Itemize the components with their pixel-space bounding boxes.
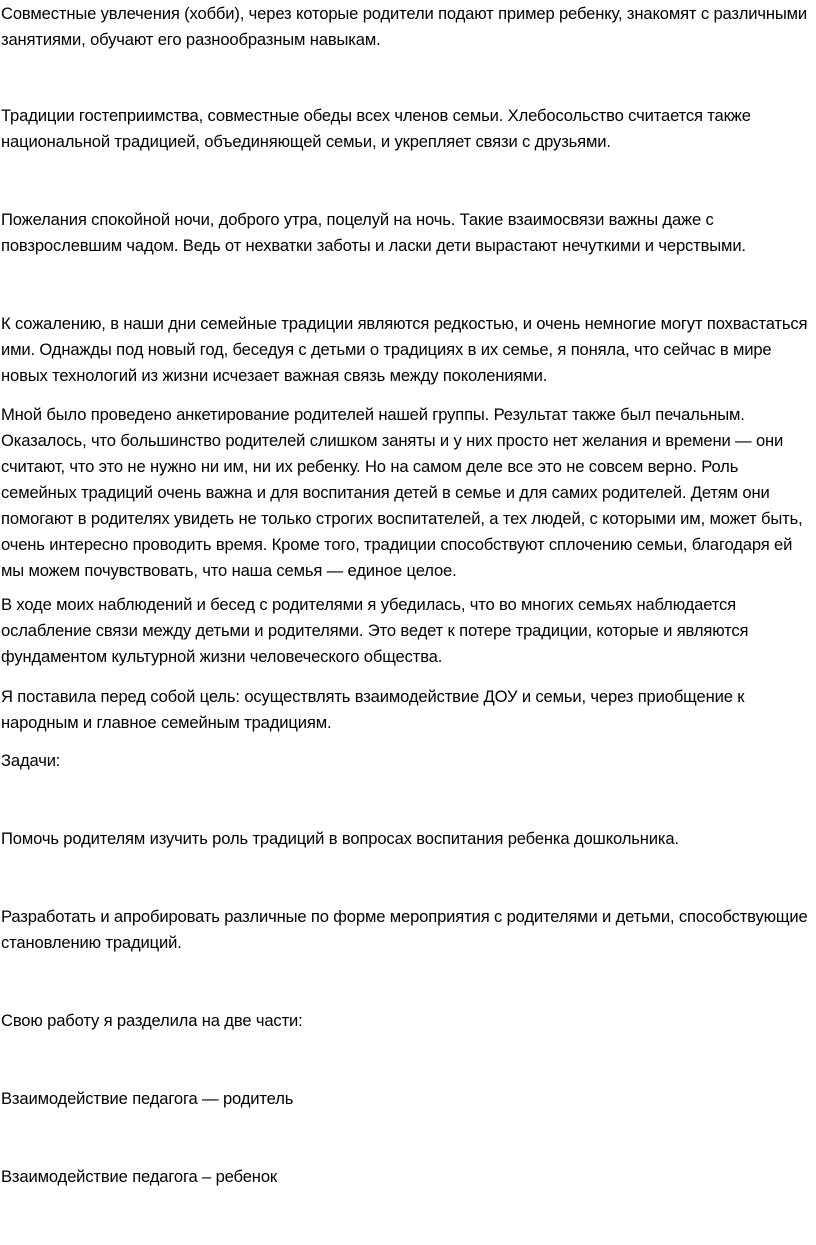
- paragraph-task-2: Разработать и апробировать различные по форме мероприятия с родителями и детьми, способствующие становлению традиций.: [1, 907, 808, 952]
- paragraph-good-night: Пожелания спокойной ночи, доброго утра, поцелуй на ночь. Такие взаимосвязи важны даже с повзрослевшим чадом. Ведь от нехватки заботы и ласки дети вырастают нечуткими и черствыми.: [1, 210, 746, 255]
- paragraph-observations: В ходе моих наблюдений и бесед с родителями я убедилась, что во многих семьях наблюдается ослабление связи между детьми и родителями. Это ведет к потере традиции, которые и являются фундаментом культурной жизни человеческого общества.: [1, 595, 749, 666]
- paragraph-goal: Я поставила перед собой цель: осуществлять взаимодействие ДОУ и семьи, через приобщение к народным и главное семейным традициям.: [1, 687, 745, 732]
- paragraph-hobbies: Совместные увлечения (хобби), через которые родители подают пример ребенку, знакомят с различными занятиями, обучают его разнообразным навыкам.: [1, 4, 808, 49]
- paragraph-survey: Мной было проведено анкетирование родителей нашей группы. Результат также был печальным. Оказалось, что большинство родителей слишком заняты и у них просто нет желания и времени — они считают, что это не нужно ни им, ни их ребенку. Но на самом деле все это не совсем верно. Роль семейных традиций очень важна и для воспитания детей в семье и для самих родителей. Детям они помогают в родителях увидеть не только строгих воспитателей, а тех людей, с которыми им, может быть, очень интересно проводить время. Кроме того, традиции способствуют сплочению семьи, благодаря ей мы можем почувствовать, что наша семья — единое целое.: [1, 405, 803, 580]
- paragraph-task-1: Помочь родителям изучить роль традиций в вопросах воспитания ребенка дошкольника.: [1, 829, 679, 848]
- paragraph-teacher-parent: Взаимодействие педагога — родитель: [1, 1089, 294, 1108]
- paragraph-tasks-heading: Задачи:: [1, 751, 61, 770]
- paragraph-hospitality: Традиции гостеприимства, совместные обеды всех членов семьи. Хлебосольство считается также национальной традицией, объединяющей семьи, и укрепляет связи с друзьями.: [1, 106, 751, 151]
- paragraph-rarity: К сожалению, в наши дни семейные традиции являются редкостью, и очень немногие могут похвастаться ими. Однажды под новый год, беседуя с детьми о традициях в их семье, я поняла, что сейчас в мире новых технологий из жизни исчезает важная связь между поколениями.: [1, 314, 808, 385]
- paragraph-work-parts: Свою работу я разделила на две части:: [1, 1011, 303, 1030]
- paragraph-teacher-child: Взаимодействие педагога – ребенок: [1, 1167, 278, 1186]
